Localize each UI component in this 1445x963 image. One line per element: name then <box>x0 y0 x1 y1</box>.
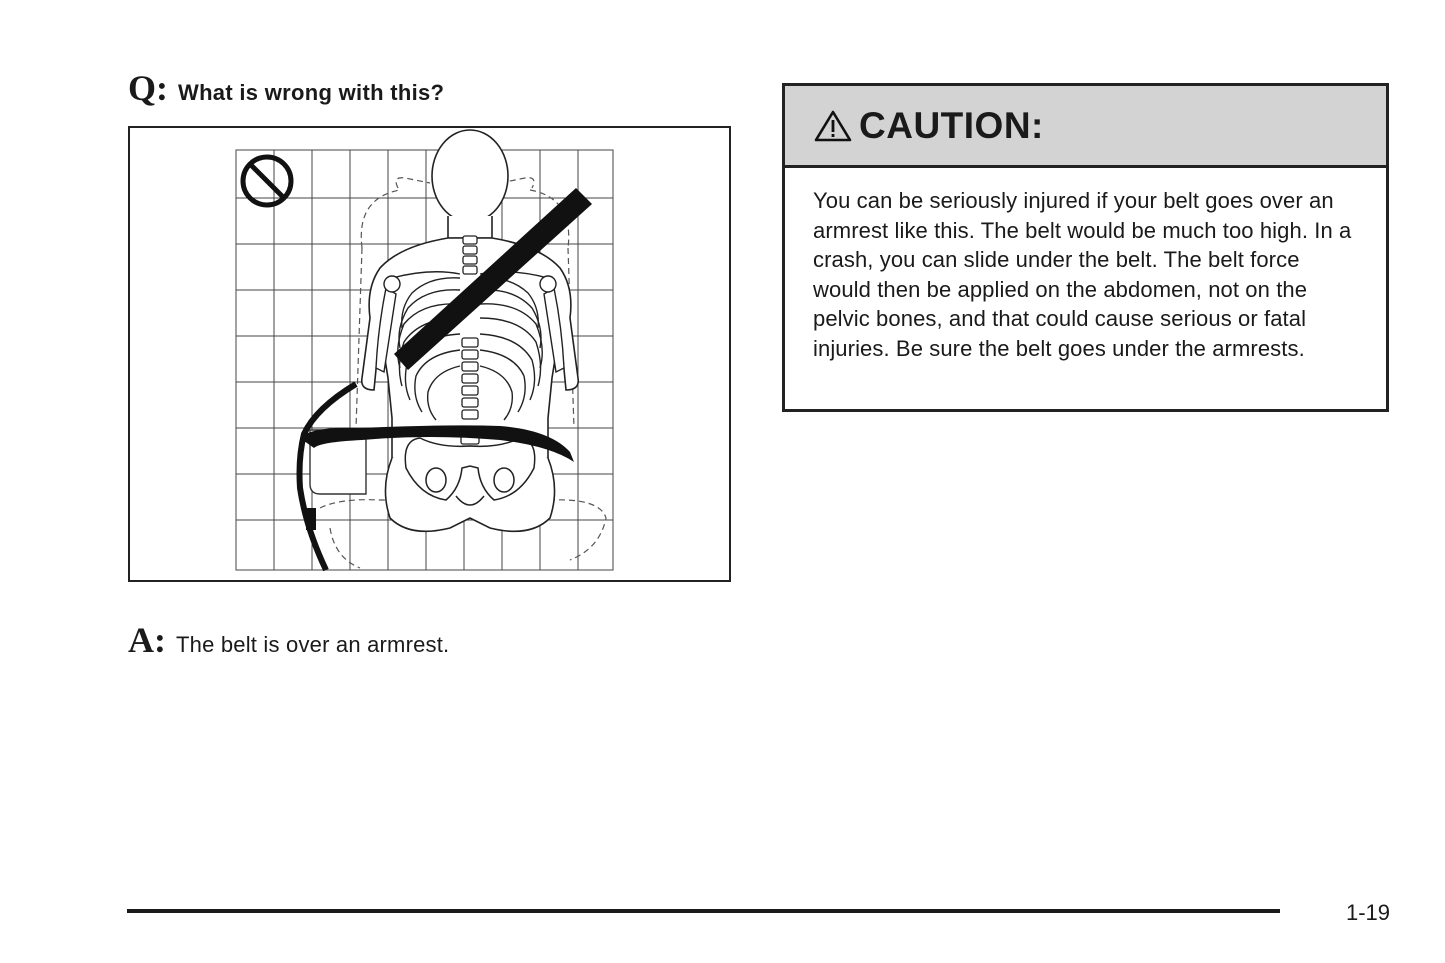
warning-triangle-icon <box>813 109 853 143</box>
belt-illustration-drawing <box>130 128 729 580</box>
belt-latch <box>306 508 316 530</box>
caution-title: CAUTION: <box>859 104 1044 146</box>
caution-body-text: You can be seriously injured if your belt goes over an armrest like this. The belt would be much too high. In a crash, you can slide under the belt. The belt force would then be applied on the abdomen, not on the pelvic bones, and that could cause serious or fatal injuries. Be sure the belt goes under the armrests. <box>813 188 1352 361</box>
belt-illustration <box>128 126 731 582</box>
question-line <box>128 70 444 106</box>
question-marker: Q: <box>128 68 168 108</box>
body-outline <box>362 130 579 531</box>
answer-marker: A: <box>128 620 166 660</box>
caution-box <box>782 83 1389 412</box>
page-number: 1-19 <box>1346 900 1391 925</box>
answer-text: The belt is over an armrest. <box>176 632 450 657</box>
caution-header <box>785 86 1386 168</box>
answer-line <box>128 622 449 658</box>
question-text: What is wrong with this? <box>178 80 445 105</box>
footer-rule <box>127 909 1280 913</box>
